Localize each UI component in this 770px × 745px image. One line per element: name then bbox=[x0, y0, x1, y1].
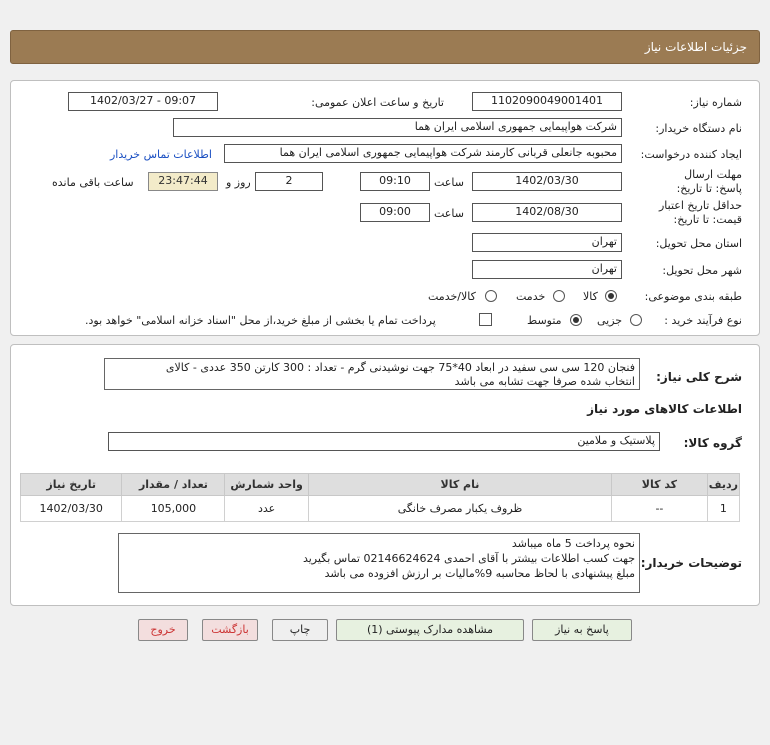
treasury-payment-checkbox[interactable] bbox=[479, 313, 492, 326]
announce-field: 1402/03/27 - 09:07 bbox=[68, 92, 218, 111]
page-title: جزئیات اطلاعات نیاز bbox=[644, 40, 747, 54]
summary-text-line1: فنجان 120 سی سی سفید در ابعاد 40*75 جهت نوشیدنی گرم - تعداد : 300 کارتن 350 عددی - کالای bbox=[165, 361, 635, 374]
print-button[interactable]: چاپ bbox=[272, 619, 328, 641]
col-need-date: تاریخ نیاز bbox=[21, 474, 122, 496]
reply-button[interactable]: پاسخ به نیاز bbox=[532, 619, 632, 641]
process-label: نوع فرآیند خرید : bbox=[664, 314, 742, 327]
province-label: استان محل تحویل: bbox=[655, 237, 742, 250]
back-button[interactable]: بازگشت bbox=[202, 619, 258, 641]
summary-text bbox=[104, 358, 640, 390]
cell-item-code: -- bbox=[612, 496, 708, 522]
goods-group-field: پلاستیک و ملامین bbox=[108, 432, 660, 451]
process-radio-minor[interactable] bbox=[630, 314, 642, 326]
buyer-label: نام دستگاه خریدار: bbox=[655, 122, 742, 135]
city-label: شهر محل تحویل: bbox=[662, 264, 742, 277]
page-header bbox=[10, 30, 760, 64]
days-field: 2 bbox=[255, 172, 323, 191]
goods-group-label: گروه کالا: bbox=[683, 436, 742, 450]
category-option-goods: کالا bbox=[583, 290, 598, 303]
col-item-name: نام کالا bbox=[308, 474, 611, 496]
buyer-notes-line2: جهت کسب اطلاعات بیشتر با آقای احمدی 02146624624 تماس بگیرید bbox=[302, 552, 635, 565]
province-field: تهران bbox=[472, 233, 622, 252]
deadline-time-label: ساعت bbox=[434, 176, 464, 189]
col-item-code: کد کالا bbox=[612, 474, 708, 496]
category-option-goods-service: کالا/خدمت bbox=[428, 290, 476, 303]
col-quantity: تعداد / مقدار bbox=[122, 474, 225, 496]
requester-label: ایجاد کننده درخواست: bbox=[640, 148, 742, 161]
requester-field: محبوبه جانعلی قربانی کارمند شرکت هواپیمایی جمهوری اسلامی ایران هما bbox=[224, 144, 622, 163]
need-number-field: 1102090049001401 bbox=[472, 92, 622, 111]
exit-button[interactable]: خروج bbox=[138, 619, 188, 641]
goods-info-title: اطلاعات کالاهای مورد نیاز bbox=[587, 402, 742, 416]
validity-label: حداقل تاریخ اعتبار قیمت: تا تاریخ: bbox=[658, 199, 742, 226]
category-radio-goods[interactable] bbox=[605, 290, 617, 302]
remaining-time-field: 23:47:44 bbox=[148, 172, 218, 191]
buyer-field: شرکت هواپیمایی جمهوری اسلامی ایران هما bbox=[173, 118, 622, 137]
cell-unit: عدد bbox=[225, 496, 308, 522]
days-label: روز و bbox=[226, 176, 251, 189]
buyer-notes-label: توضیحات خریدار: bbox=[640, 556, 742, 570]
need-number-label: شماره نیاز: bbox=[689, 96, 742, 109]
process-option-medium: متوسط bbox=[527, 314, 562, 327]
deadline-date-field: 1402/03/30 bbox=[472, 172, 622, 191]
col-row-number: ردیف bbox=[707, 474, 739, 496]
category-option-service: خدمت bbox=[516, 290, 546, 303]
buyer-notes-text bbox=[118, 533, 640, 593]
treasury-payment-note: پرداخت تمام یا بخشی از مبلغ خرید،از محل "اسناد خزانه اسلامی" خواهد بود. bbox=[85, 314, 436, 327]
validity-time-label: ساعت bbox=[434, 207, 464, 220]
announce-label: تاریخ و ساعت اعلان عمومی: bbox=[311, 96, 444, 109]
buyer-contact-link[interactable]: اطلاعات تماس خریدار bbox=[110, 148, 212, 161]
buyer-notes-line1: نحوه پرداخت 5 ماه میباشد bbox=[511, 537, 635, 550]
category-radio-goods-service[interactable] bbox=[485, 290, 497, 302]
cell-need-date: 1402/03/30 bbox=[21, 496, 122, 522]
cell-quantity: 105,000 bbox=[122, 496, 225, 522]
summary-text-line2: انتخاب شده صرفا جهت تشابه می باشد bbox=[454, 375, 635, 388]
city-field: تهران bbox=[472, 260, 622, 279]
validity-time-field: 09:00 bbox=[360, 203, 430, 222]
process-radio-medium[interactable] bbox=[570, 314, 582, 326]
goods-table-header bbox=[21, 474, 740, 496]
validity-date-field: 1402/08/30 bbox=[472, 203, 622, 222]
cell-item-name: ظروف یکبار مصرف خانگی bbox=[308, 496, 611, 522]
summary-label: شرح کلی نیاز: bbox=[656, 370, 742, 384]
table-row bbox=[21, 496, 740, 522]
deadline-time-field: 09:10 bbox=[360, 172, 430, 191]
remaining-label: ساعت باقی مانده bbox=[52, 176, 134, 189]
category-label: طبقه بندی موضوعی: bbox=[644, 290, 742, 303]
deadline-label: مهلت ارسال پاسخ: تا تاریخ: bbox=[676, 168, 742, 195]
goods-table bbox=[20, 473, 740, 522]
process-option-minor: جزیی bbox=[597, 314, 623, 327]
attachments-button[interactable]: مشاهده مدارک پیوستی (1) bbox=[336, 619, 524, 641]
buyer-notes-line3: مبلغ پیشنهادی با لحاظ محاسبه 9%مالیات بر ارزش افزوده می باشد bbox=[324, 567, 635, 580]
cell-row-number: 1 bbox=[707, 496, 739, 522]
col-unit: واحد شمارش bbox=[225, 474, 308, 496]
category-radio-service[interactable] bbox=[553, 290, 565, 302]
